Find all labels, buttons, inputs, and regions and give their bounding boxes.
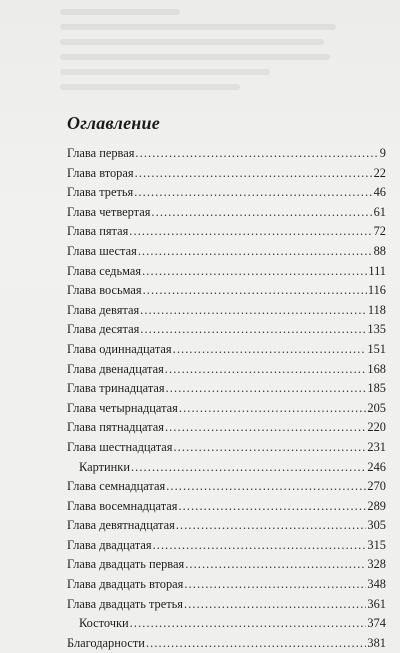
dot-leader xyxy=(142,262,367,282)
toc-entry-title: Глава девятая xyxy=(67,302,140,317)
toc-entry-page-number: 305 xyxy=(367,518,386,533)
toc-entry-title: Благодарности xyxy=(67,635,145,650)
toc-entry xyxy=(67,242,386,262)
toc-entry-title: Глава третья xyxy=(67,185,134,200)
toc-entry xyxy=(67,144,386,164)
toc-entry-page-number: 22 xyxy=(373,165,386,180)
toc-entry-title: Глава пятнадцатая xyxy=(67,420,164,435)
toc-entry-page-number: 348 xyxy=(367,577,386,592)
dot-leader xyxy=(140,320,366,340)
toc-entry-title: Глава тринадцатая xyxy=(67,381,165,396)
toc-entry-title: Глава пятая xyxy=(67,224,129,239)
dot-leader xyxy=(135,164,373,184)
toc-entry-title: Косточки xyxy=(79,616,129,631)
toc-entry-title: Картинки xyxy=(79,459,130,474)
dot-leader xyxy=(146,634,366,653)
dot-leader xyxy=(138,242,373,262)
toc-entry-page-number: 118 xyxy=(367,302,386,317)
toc-entry xyxy=(67,536,386,556)
toc-entry-page-number: 135 xyxy=(367,322,386,337)
toc-entry xyxy=(67,399,386,419)
show-through-text xyxy=(60,0,360,110)
toc-entry xyxy=(67,183,386,203)
toc-entry xyxy=(67,634,386,653)
toc-entry-title: Глава восемнадцатая xyxy=(67,498,178,513)
dot-leader xyxy=(140,301,367,321)
toc-entry-page-number: 220 xyxy=(367,420,386,435)
dot-leader xyxy=(135,144,378,164)
dot-leader xyxy=(185,555,366,575)
toc-entry-title: Глава четвертая xyxy=(67,204,151,219)
dot-leader xyxy=(173,340,367,360)
toc-entry-title: Глава двадцатая xyxy=(67,537,152,552)
toc-entry xyxy=(67,438,386,458)
toc-list xyxy=(67,144,386,653)
toc-entry-page-number: 381 xyxy=(367,635,386,650)
toc-entry xyxy=(67,614,386,634)
toc-entry-page-number: 168 xyxy=(367,361,386,376)
toc-entry-page-number: 46 xyxy=(373,185,386,200)
toc-entry xyxy=(67,477,386,497)
toc-entry xyxy=(67,164,386,184)
toc-entry-page-number: 270 xyxy=(367,479,386,494)
dot-leader xyxy=(165,418,366,438)
toc-entry-page-number: 231 xyxy=(367,439,386,454)
toc-entry-title: Глава десятая xyxy=(67,322,140,337)
dot-leader xyxy=(176,516,367,536)
dot-leader xyxy=(134,183,372,203)
toc-entry-title: Глава девятнадцатая xyxy=(67,518,175,533)
dot-leader xyxy=(166,379,367,399)
toc-entry-page-number: 374 xyxy=(367,616,386,631)
toc-entry-title: Глава четырнадцатая xyxy=(67,400,178,415)
toc-entry-page-number: 361 xyxy=(367,596,386,611)
toc-entry-page-number: 185 xyxy=(367,381,386,396)
toc-entry-title: Глава двадцать первая xyxy=(67,557,185,572)
toc-entry xyxy=(67,497,386,517)
dot-leader xyxy=(131,458,366,478)
toc-entry-title: Глава восьмая xyxy=(67,283,142,298)
toc-entry-page-number: 111 xyxy=(368,263,386,278)
toc-entry-title: Глава шестнадцатая xyxy=(67,439,173,454)
toc-entry-page-number: 289 xyxy=(367,498,386,513)
toc-entry-title: Глава двадцать третья xyxy=(67,596,183,611)
toc-entry-page-number: 9 xyxy=(379,146,386,160)
toc-entry-page-number: 328 xyxy=(367,557,386,572)
toc-entry-page-number: 205 xyxy=(367,400,386,415)
toc-entry-page-number: 88 xyxy=(373,243,386,258)
toc-entry xyxy=(67,222,386,242)
toc-entry xyxy=(67,320,386,340)
toc-entry xyxy=(67,458,386,478)
toc-entry-title: Глава вторая xyxy=(67,165,134,180)
toc-entry-title: Глава седьмая xyxy=(67,263,142,278)
dot-leader xyxy=(179,399,367,419)
dot-leader xyxy=(151,203,372,223)
toc-entry-title: Глава шестая xyxy=(67,243,137,258)
toc-entry xyxy=(67,379,386,399)
toc-entry-page-number: 72 xyxy=(373,224,386,239)
toc-heading: Оглавление xyxy=(67,113,160,133)
dot-leader xyxy=(184,595,366,615)
toc-entry xyxy=(67,516,386,536)
dot-leader xyxy=(184,575,366,595)
toc-entry-page-number: 151 xyxy=(367,341,386,356)
toc-entry-title: Глава двенадцатая xyxy=(67,361,164,376)
toc-entry-title: Глава двадцать вторая xyxy=(67,577,184,592)
dot-leader xyxy=(130,614,367,634)
dot-leader xyxy=(129,222,372,242)
toc-entry xyxy=(67,203,386,223)
dot-leader xyxy=(173,438,366,458)
toc-entry xyxy=(67,340,386,360)
toc-entry xyxy=(67,555,386,575)
dot-leader xyxy=(143,281,367,301)
dot-leader xyxy=(153,536,367,556)
toc-entry xyxy=(67,262,386,282)
toc-entry xyxy=(67,575,386,595)
dot-leader xyxy=(166,477,366,497)
toc-entry xyxy=(67,301,386,321)
toc-entry xyxy=(67,595,386,615)
toc-entry-page-number: 61 xyxy=(373,204,386,219)
toc-entry-page-number: 315 xyxy=(367,537,386,552)
toc-entry-title: Глава семнадцатая xyxy=(67,479,166,494)
dot-leader xyxy=(165,360,367,380)
toc-entry xyxy=(67,360,386,380)
toc-entry xyxy=(67,281,386,301)
toc-entry-page-number: 246 xyxy=(367,459,386,474)
toc-entry-title: Глава первая xyxy=(67,146,135,160)
toc-entry-page-number: 116 xyxy=(367,283,386,298)
dot-leader xyxy=(178,497,366,517)
toc-entry-title: Глава одиннадцатая xyxy=(67,341,172,356)
toc-entry xyxy=(67,418,386,438)
